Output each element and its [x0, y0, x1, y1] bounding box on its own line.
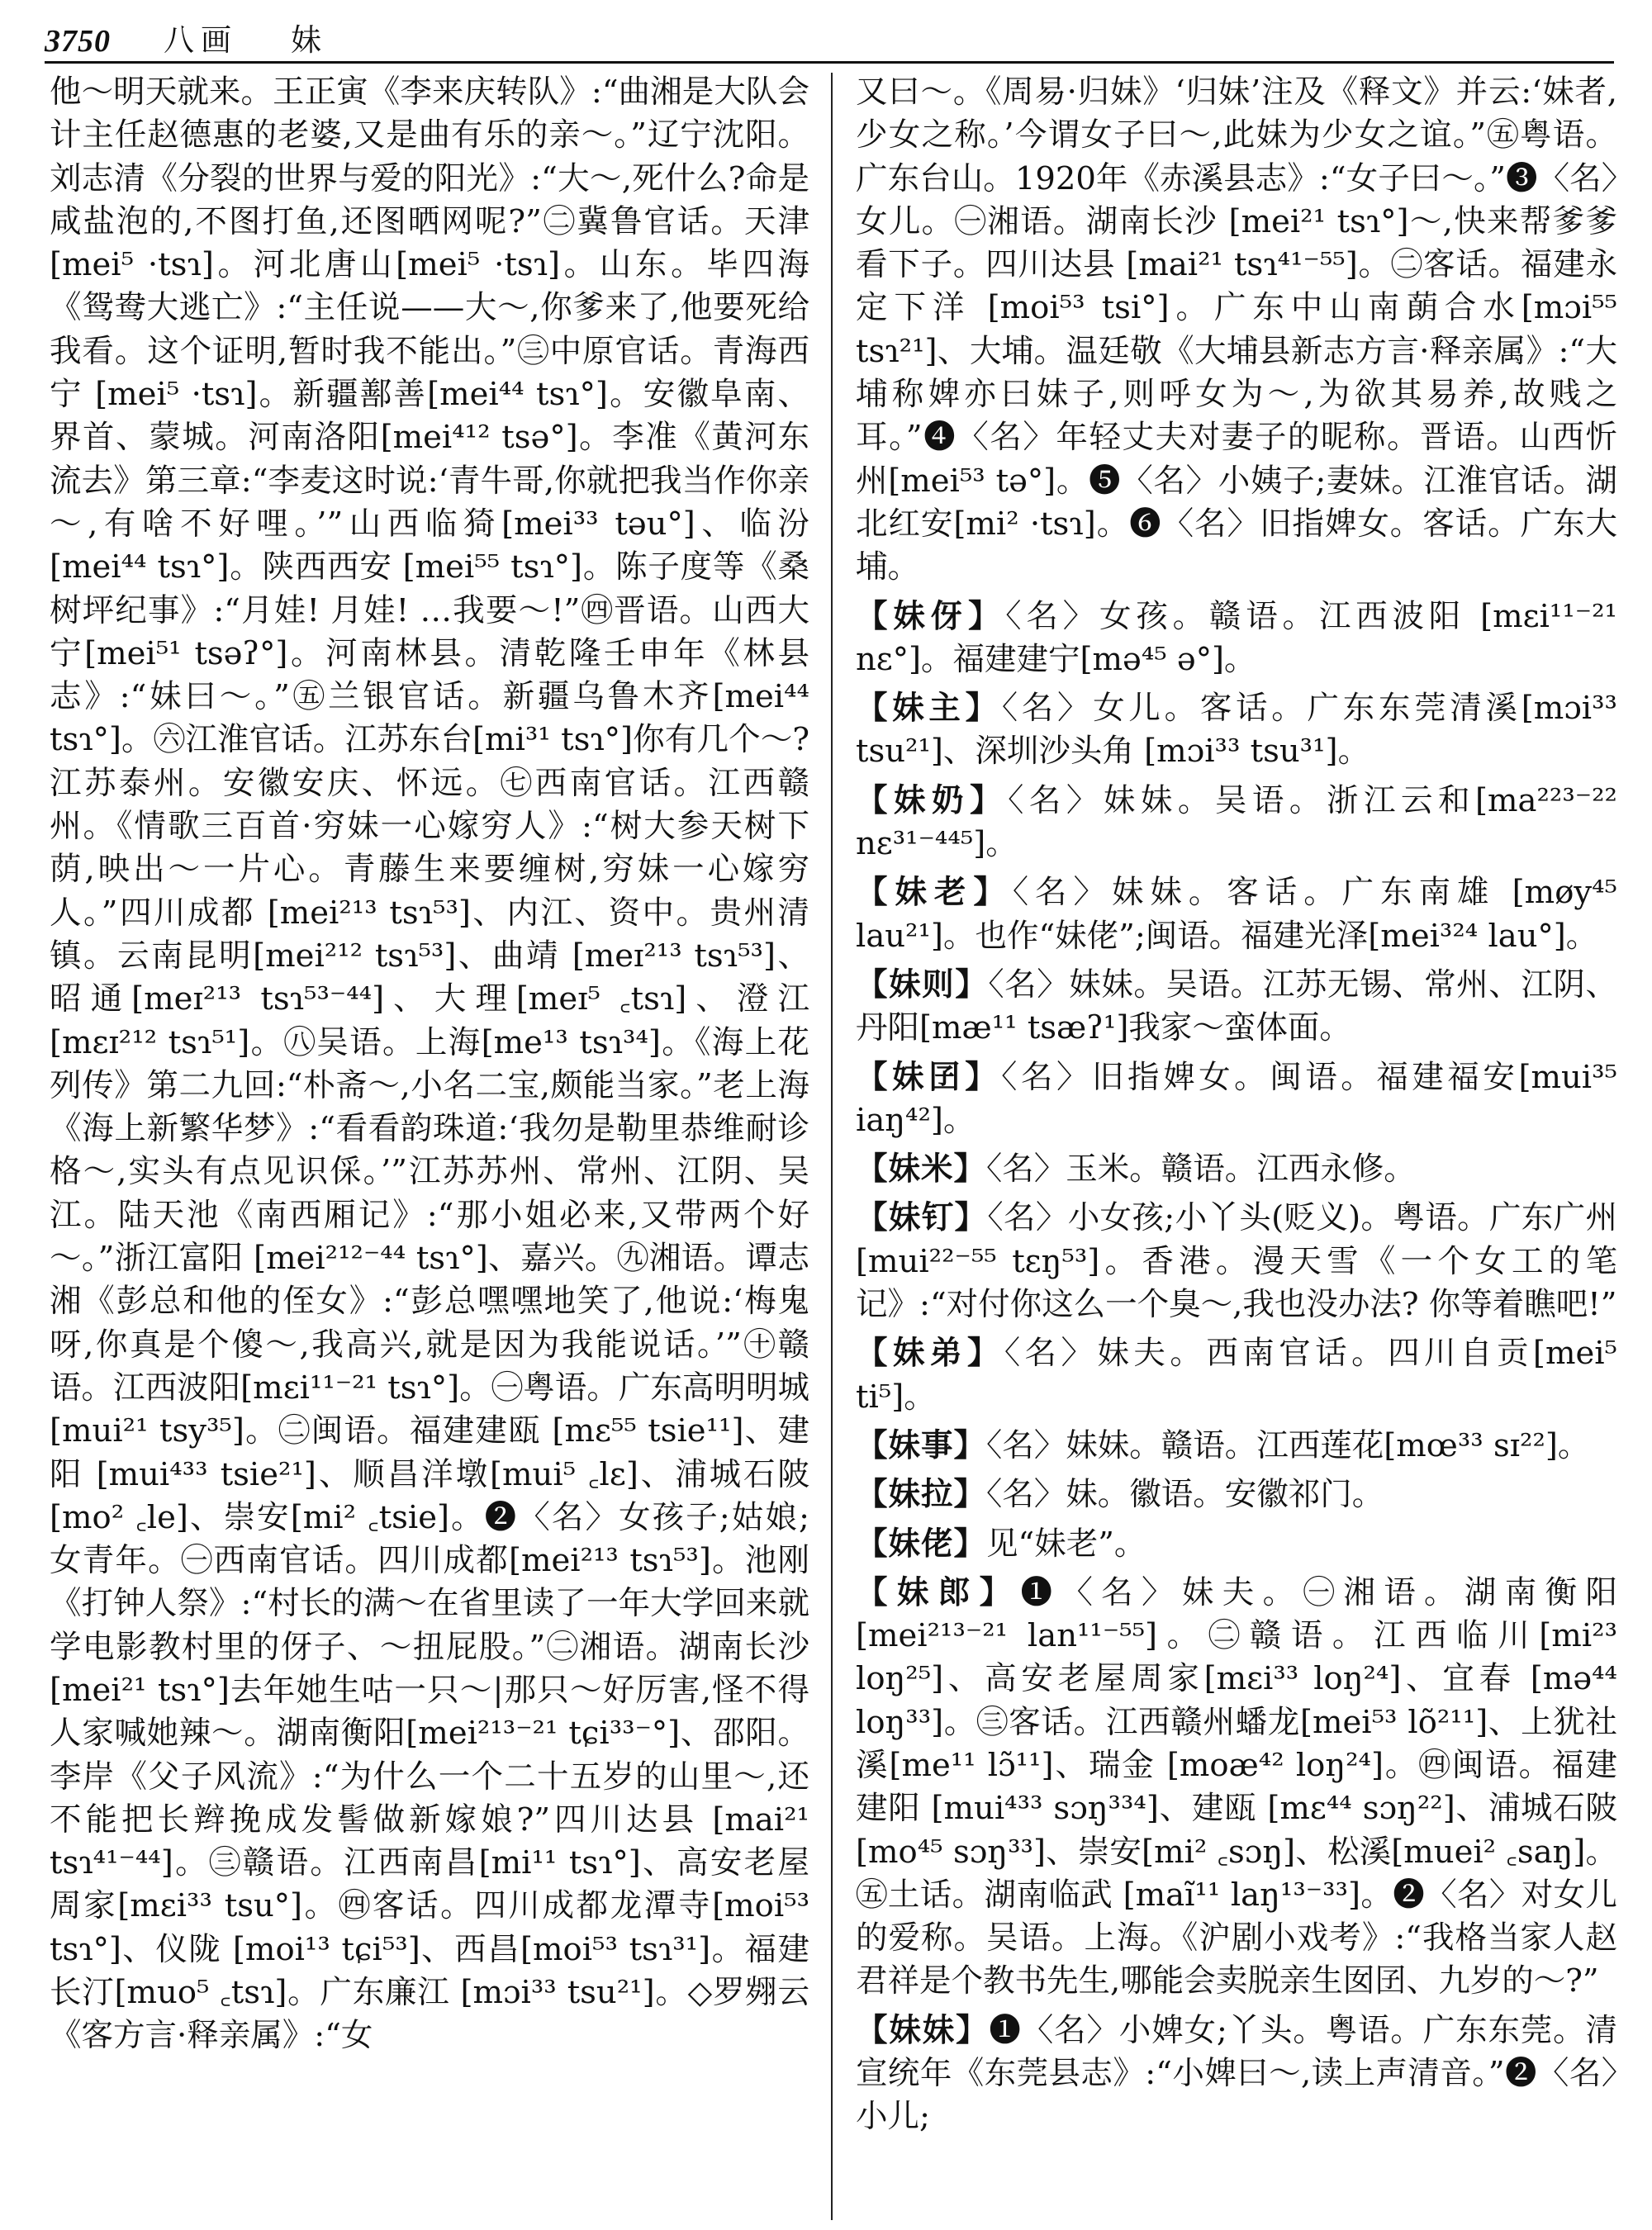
entry-definition: 见“妹老”。	[986, 1525, 1146, 1563]
left-column	[50, 71, 809, 2223]
entry-gap	[856, 1419, 1617, 1425]
entry-definition: 〈名〉妹妹。吴语。江苏无锡、常州、江阴、丹阳[mæ¹¹ tsæʔ¹]我家～蛮体面。	[856, 966, 1617, 1047]
entry-headword: 【妹事】	[856, 1426, 987, 1464]
entry-definition: 〈名〉旧指婢女。闽语。福建福安[mui³⁵ iaŋ⁴²]。	[856, 1058, 1617, 1139]
entry-definition: ❶〈名〉小婢女;丫头。粤语。广东东莞。清宣统年《东莞县志》:“小婢曰～,读上声清音。”❷〈名〉小儿;	[856, 2011, 1617, 2136]
entry-definition: 〈名〉妹。徽语。安徽祁门。	[986, 1476, 1384, 1514]
dictionary-entry	[856, 1572, 1617, 2004]
stroke-count: 八画	[164, 24, 238, 58]
header-character: 妹	[291, 24, 328, 58]
entry-gap	[856, 1517, 1617, 1523]
entry-headword: 【妹主】	[856, 690, 1002, 728]
dictionary-entry	[856, 1425, 1617, 1468]
entry-gap	[856, 681, 1617, 687]
entry-gap	[856, 1191, 1617, 1197]
entry-gap	[856, 1566, 1617, 1572]
dictionary-entry	[856, 1523, 1617, 1566]
entry-gap	[856, 2004, 1617, 2009]
entry-headword: 【妹佬】	[856, 1525, 987, 1563]
right-column	[856, 71, 1617, 2223]
column-divider	[831, 73, 833, 2220]
entry-definition: 〈名〉玉米。赣语。江西永修。	[986, 1151, 1416, 1189]
entry-gap	[856, 866, 1617, 871]
entry-headword: 【妹弟】	[856, 1335, 1004, 1373]
entry-definition: 〈名〉妹妹。吴语。浙江云和[ma²²³⁻²² nɛ³¹⁻⁴⁴⁵]。	[856, 781, 1617, 863]
entry-gap	[856, 1326, 1617, 1332]
entry-gap	[856, 1142, 1617, 1148]
dictionary-entry	[856, 595, 1617, 682]
dictionary-entry	[856, 780, 1617, 866]
entry-definition: 〈名〉小女孩;小丫头(贬义)。粤语。广东广州[mui²²⁻⁵⁵ tɛŋ⁵³]。香港。漫天雪《一个女工的笔记》:“对付你这么一个臭～,我也没办法? 你等着瞧吧!”	[856, 1199, 1617, 1324]
entry-definition: 〈名〉妹妹。客话。广东南雄 [møy⁴⁵ lau²¹]。也作“妹佬”;闽语。福建光泽[mei³²⁴ lau°]。	[856, 874, 1617, 955]
entry-headword: 【妹伢】	[856, 597, 1006, 635]
entry-definition: 〈名〉女儿。客话。广东东莞清溪[mɔi³³ tsu²¹]、深圳沙头角 [mɔi³³ tsu³¹]。	[856, 690, 1617, 771]
dictionary-entry	[856, 1056, 1617, 1143]
entry-gap	[856, 1051, 1617, 1056]
entry-headword: 【妹钉】	[856, 1199, 988, 1237]
entry-headword: 【妹老】	[856, 874, 1013, 912]
dictionary-entry	[856, 964, 1617, 1051]
entry-headword: 【妹囝】	[856, 1058, 1002, 1096]
dictionary-entry	[856, 687, 1617, 774]
dictionary-entry	[856, 1473, 1617, 1516]
entry-definition: ❶〈名〉妹夫。㊀湘语。湖南衡阳 [mei²¹³⁻²¹ lan¹¹⁻⁵⁵]。㊁赣语。江西临川[mi²³ loŋ²⁵]、高安老屋周家[mɛi³³ loŋ²⁴]、宜春 [mə⁴⁴ loŋ³³]。㊂客话。江西赣州蟠龙[mei⁵³ lõ²¹¹]、上犹社溪[me¹¹ lɔ̃¹¹]、瑞金 [moæ⁴² loŋ²⁴]。㊃闽语。福建建阳 [mui⁴³³ sɔŋ³³⁴]、建瓯 [mɛ⁴⁴ sɔŋ²²]、浦城石陂 [mo⁴⁵ sɔŋ³³]、崇安[mi² ꜀sɔŋ]、松溪[muei² ꜀saŋ]。㊄土话。湖南临武 [maĩ¹¹ laŋ¹³⁻³³]。❷〈名〉对女儿的爱称。吴语。上海。《沪剧小戏考》:“我格当家人赵君祥是个教书先生,哪能会卖脱亲生囡囝、九岁的～?”	[856, 1573, 1617, 2000]
dictionary-entry	[856, 1332, 1617, 1419]
left-column-text: 他～明天就来。王正寅《李来庆转队》:“曲湘是大队会计主任赵德惠的老婆,又是曲有乐的亲～。”辽宁沈阳。刘志清《分裂的世界与爱的阳光》:“大～,死什么?命是咸盐泡的,不图打鱼,还图晒网呢?”㊁冀鲁官话。天津[mei⁵ ·tsɿ]。河北唐山[mei⁵ ·tsɿ]。山东。毕四海《鸳鸯大逃亡》:“主任说——大～,你爹来了,他要死给我看。这个证明,暂时我不能出。”㊂中原官话。青海西宁 [mei⁵ ·tsɿ]。新疆鄯善[mei⁴⁴ tsɿ°]。安徽阜南、界首、蒙城。河南洛阳[mei⁴¹² tsə°]。李准《黄河东流去》第三章:“李麦这时说:‘青牛哥,你就把我当作你亲～,有啥不好哩。’”山西临猗[mei³³ təu°]、临汾 [mei⁴⁴ tsɿ°]。陕西西安 [mei⁵⁵ tsɿ°]。陈子度等《桑树坪纪事》:“月娃! 月娃! …我要～!”㊃晋语。山西大宁[mei⁵¹ tsəʔ°]。河南林县。清乾隆壬申年《林县志》:“妹曰～。”㊄兰银官话。新疆乌鲁木齐[mei⁴⁴ tsɿ°]。㊅江淮官话。江苏东台[mi³¹ tsɿ°]你有几个～? 江苏泰州。安徽安庆、怀远。㊆西南官话。江西赣州。《情歌三百首·穷妹一心嫁穷人》:“树大参天树下荫,映出～一片心。青藤生来要缠树,穷妹一心嫁穷人。”四川成都 [mei²¹³ tsɿ⁵³]、内江、资中。贵州清镇。云南昆明[mei²¹² tsɿ⁵³]、曲靖 [meɪ²¹³ tsɿ⁵³]、昭通[meɪ²¹³ tsɿ⁵³⁻⁴⁴]、大理[meɪ⁵ ꜀tsɿ]、澄江[mɛɪ²¹² tsɿ⁵¹]。㊇吴语。上海[me¹³ tsɿ³⁴]。《海上花列传》第二九回:“朴斋～,小名二宝,颇能当家。”老上海《海上新繁华梦》:“看看韵珠道:‘我勿是勒里恭维耐诊格～,实头有点见识倸。’”江苏苏州、常州、江阴、吴江。陆天池《南西厢记》:“那小姐必来,又带两个好～。”浙江富阳 [mei²¹²⁻⁴⁴ tsɿ°]、嘉兴。㊈湘语。谭志湘《彭总和他的侄女》:“彭总嘿嘿地笑了,他说:‘梅鬼呀,你真是个傻～,我高兴,就是因为我能说话。’”㊉赣语。江西波阳[mɛi¹¹⁻²¹ tsɿ°]。㊀粤语。广东高明明城 [mui²¹ tsy³⁵]。㊁闽语。福建建瓯 [mɛ⁵⁵ tsie¹¹]、建阳 [mui⁴³³ tsie²¹]、顺昌洋墩[mui⁵ ꜀lɛ]、浦城石陂 [mo² ꜀le]、崇安[mi² ꜀tsie]。❷〈名〉女孩子;姑娘;女青年。㊀西南官话。四川成都[mei²¹³ tsɿ⁵³]。池刚《打钟人祭》:“村长的满～在省里读了一年大学回来就学电影教村里的伢子、～扭屁股。”㊁湘语。湖南长沙[mei²¹ tsɿ°]去年她生咕一只～|那只～好厉害,怪不得人家喊她辣～。湖南衡阳[mei²¹³⁻²¹ tɕi³³⁻°]、邵阳。李岸《父子风流》:“为什么一个二十五岁的山里～,还不能把长辫挽成发髻做新嫁娘?”四川达县 [mai²¹ tsɿ⁴¹⁻⁴⁴]。㊂赣语。江西南昌[mi¹¹ tsɿ°]、高安老屋周家[mɛi³³ tsu°]。㊃客话。四川成都龙潭寺[moi⁵³ tsɿ°]、仪陇 [moi¹³ tɕi⁵³]、西昌[moi⁵³ tsɿ³¹]。福建长汀[muo⁵ ꜀tsɿ]。广东廉江 [mɔi³³ tsu²¹]。◇罗翙云《客方言·释亲属》:“女	[50, 74, 809, 2055]
entry-gap	[856, 1468, 1617, 1473]
continued-entry-text: 又曰～。《周易·归妹》‘归妹’注及《释文》并云:‘妹者,少女之称。’今谓女子曰～,此妹为少女之谊。”㊄粤语。广东台山。1920年《赤溪县志》:“女子曰～。”❸〈名〉女儿。㊀湘语。湖南长沙 [mei²¹ tsɿ°]～,快来帮爹爹看下子。四川达县 [mai²¹ tsɿ⁴¹⁻⁵⁵]。㊁客话。福建永定下洋 [moi⁵³ tsi°]。广东中山南蓢合水[mɔi⁵⁵ tsɿ²¹]、大埔。温廷敬《大埔县新志方言·释亲属》:“大埔称婢亦曰妹子,则呼女为～,为欲其易养,故贱之耳。”❹〈名〉年轻丈夫对妻子的昵称。晋语。山西忻州[mei⁵³ tə°]。❺〈名〉小姨子;妻妹。江淮官话。湖北红安[mi² ·tsɿ]。❻〈名〉旧指婢女。客话。广东大埔。	[856, 74, 1617, 586]
entry-headword: 【妹奶】	[856, 781, 1009, 819]
page-number: 3750	[45, 24, 111, 59]
entry-definition: 〈名〉妹妹。赣语。江西莲花[mœ³³ sɪ²²]。	[986, 1426, 1590, 1464]
entry-headword: 【妹则】	[856, 966, 989, 1004]
dictionary-entry	[856, 1148, 1617, 1191]
entry-headword: 【妹郎】	[856, 1573, 1021, 1611]
entry-list	[856, 590, 1617, 2139]
entry-headword: 【妹妹】	[856, 2011, 990, 2049]
page-header	[45, 12, 1614, 59]
dictionary-entry	[856, 871, 1617, 958]
entry-headword: 【妹拉】	[856, 1476, 987, 1514]
entry-gap	[856, 774, 1617, 780]
entry-gap	[856, 590, 1617, 595]
entry-definition: 〈名〉妹夫。西南官话。四川自贡[mei⁵ ti⁵]。	[856, 1335, 1617, 1416]
dictionary-entry	[856, 2009, 1617, 2139]
entry-definition: 〈名〉女孩。赣语。江西波阳 [mɛi¹¹⁻²¹ nɛ°]。福建建宁[mə⁴⁵ ə°]。	[856, 597, 1617, 678]
dictionary-entry	[856, 1197, 1617, 1326]
header-rule	[45, 61, 1614, 64]
entry-headword: 【妹米】	[856, 1151, 987, 1189]
entry-gap	[856, 958, 1617, 964]
